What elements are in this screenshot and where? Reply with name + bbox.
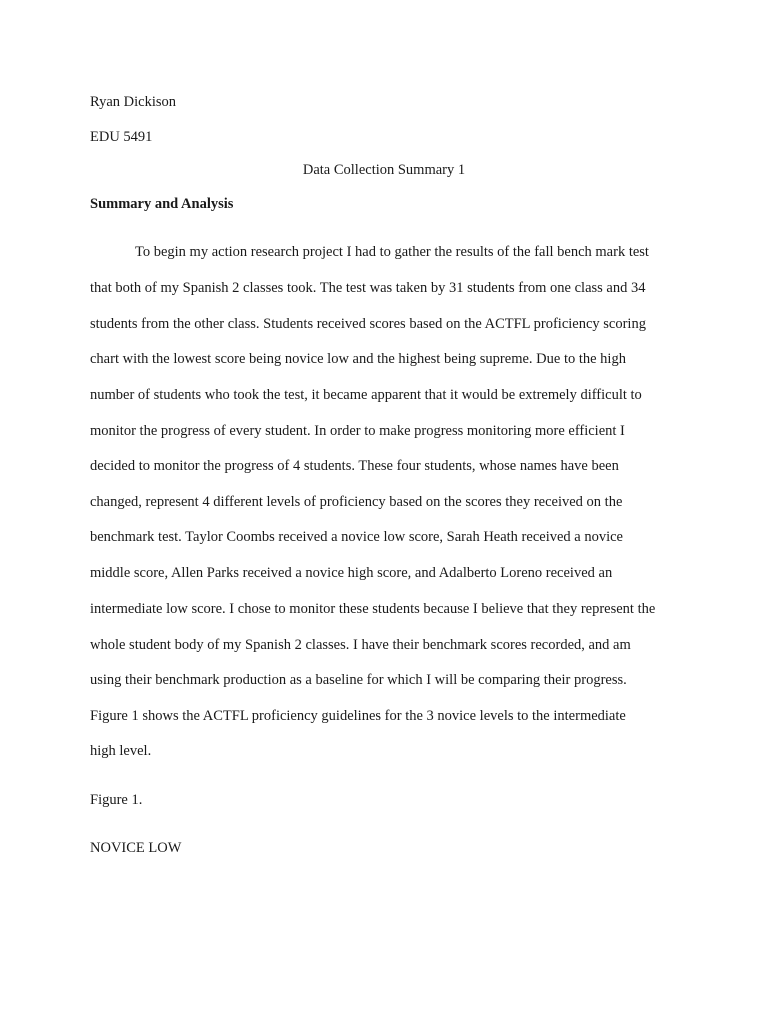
paragraph-line: whole student body of my Spanish 2 classes. I have their benchmark scores recorded, and am [90, 637, 631, 653]
paragraph-line: students from the other class. Students received scores based on the ACTFL proficiency scoring [90, 316, 646, 332]
paragraph-line: intermediate low score. I chose to monitor these students because I believe that they represent the [90, 601, 656, 617]
figure-level-heading: NOVICE LOW [90, 840, 182, 856]
paragraph-line: To begin my action research project I had to gather the results of the fall bench mark test [135, 244, 649, 260]
paragraph-line: decided to monitor the progress of 4 students. These four students, whose names have been [90, 458, 619, 474]
paragraph-line: high level. [90, 743, 152, 759]
paragraph-line: changed, represent 4 different levels of proficiency based on the scores they received on the [90, 494, 623, 510]
paragraph-line: using their benchmark production as a baseline for which I will be comparing their progress. [90, 672, 627, 688]
document-title: Data Collection Summary 1 [302, 162, 466, 178]
paragraph-line: that both of my Spanish 2 classes took. The test was taken by 31 students from one class and 34 [90, 280, 646, 296]
paragraph-line: benchmark test. Taylor Coombs received a novice low score, Sarah Heath received a novice [90, 529, 623, 545]
figure-caption: Figure 1. [90, 792, 143, 808]
paragraph-line: monitor the progress of every student. In order to make progress monitoring more efficient I [90, 423, 625, 439]
paragraph-line: chart with the lowest score being novice low and the highest being supreme. Due to the high [90, 351, 626, 367]
paragraph-line: number of students who took the test, it became apparent that it would be extremely difficult to [90, 387, 642, 403]
paragraph-line: Figure 1 shows the ACTFL proficiency guidelines for the 3 novice levels to the intermediate [90, 708, 626, 724]
section-heading: Summary and Analysis [90, 196, 234, 212]
paragraph-line: middle score, Allen Parks received a novice high score, and Adalberto Loreno received an [90, 565, 613, 581]
course-code: EDU 5491 [90, 129, 153, 145]
author-name: Ryan Dickison [90, 94, 177, 110]
